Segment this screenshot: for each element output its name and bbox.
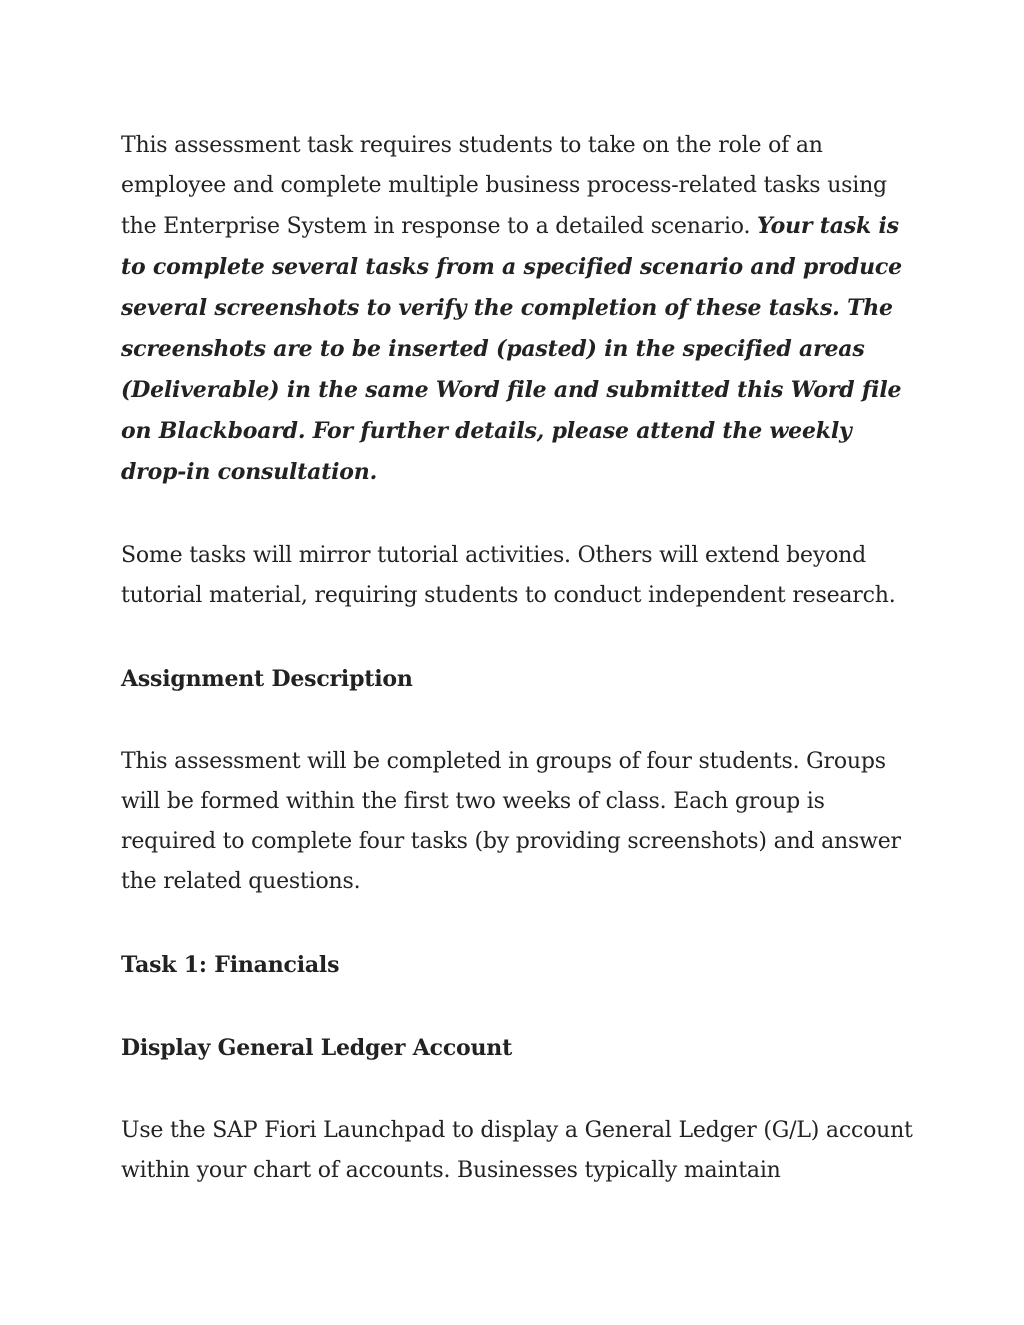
spacer [121, 699, 921, 742]
gl-account-heading: Display General Ledger Account [121, 1035, 513, 1061]
spacer [121, 985, 921, 1028]
intro-paragraph [121, 126, 921, 493]
intro-emphasis-text: Your task is to complete several tasks from a specified scenario and produce several screenshots to verify the completion of these tasks. The screenshots are to be inserted (pasted) in the specified areas (Deliverable) in the same Word file and submitted this Word file on Blackboard. For further details, please attend the weekly drop-in consultation. [121, 213, 902, 485]
task1-heading: Task 1: Financials [121, 952, 340, 978]
intro-plain-text: This assessment task requires students to take on the role of an employee and complete multiple business process-related tasks using the Enterprise System in response to a detailed scenario. [121, 133, 887, 239]
document-page [121, 126, 921, 1191]
spacer [121, 616, 921, 659]
spacer [121, 902, 921, 945]
spacer [121, 1068, 921, 1111]
assignment-description-heading: Assignment Description [121, 666, 413, 692]
spacer [121, 493, 921, 536]
tutorial-paragraph: Some tasks will mirror tutorial activities. Others will extend beyond tutorial material, requiring students to conduct independent research. [121, 543, 896, 608]
fiori-paragraph: Use the SAP Fiori Launchpad to display a General Ledger (G/L) account within your chart of accounts. Businesses typically maintain [121, 1118, 913, 1183]
groups-paragraph: This assessment will be completed in groups of four students. Groups will be formed within the first two weeks of class. Each group is required to complete four tasks (by providing screenshots) and answer the related questions. [121, 749, 901, 894]
